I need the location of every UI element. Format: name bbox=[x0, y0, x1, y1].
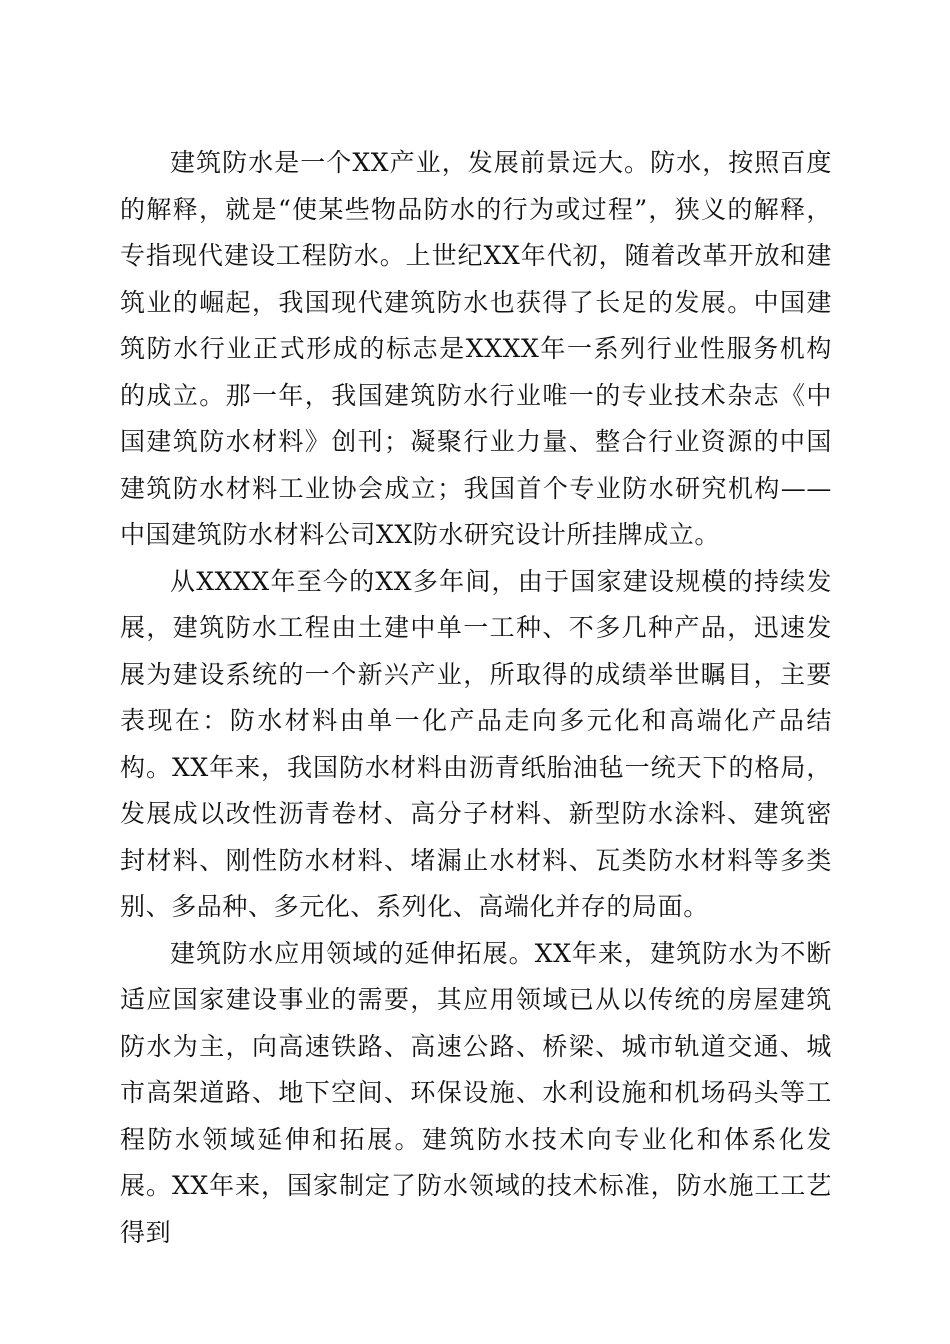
paragraph-2: 从XXXX年至今的XX多年间，由于国家建设规模的持续发展，建筑防水工程由土建中单一工种、不多几种产品，迅速发展为建设系统的一个新兴产业，所取得的成绩举世瞩目，主要表现在：防水材料由单一化产品走向多元化和高端化产品结构。XX年来，我国防水材料由沥青纸胎油毡一统天下的格局，发展成以改性沥青卷材、高分子材料、新型防水涂料、建筑密封材料、刚性防水材料、堵漏止水材料、瓦类防水材料等多类别、多品种、多元化、系列化、高端化并存的局面。 bbox=[120, 566, 832, 921]
paragraph-3: 建筑防水应用领域的延伸拓展。XX年来，建筑防水为不断适应国家建设事业的需要，其应用领域已从以传统的房屋建筑防水为主，向高速铁路、高速公路、桥梁、城市轨道交通、城市高架道路、地下空间、环保设施、水利设施和机场码头等工程防水领域延伸和拓展。建筑防水技术向专业化和体系化发展。XX年来，国家制定了防水领域的技术标准，防水施工工艺得到 bbox=[120, 938, 832, 1247]
document-body bbox=[120, 140, 832, 1256]
paragraph-1: 建筑防水是一个XX产业，发展前景远大。防水，按照百度的解释，就是“使某些物品防水的行为或过程”，狭义的解释，专指现代建设工程防水。上世纪XX年代初，随着改革开放和建筑业的崛起，我国现代建筑防水也获得了长足的发展。中国建筑防水行业正式形成的标志是XXXX年一系列行业性服务机构的成立。那一年，我国建筑防水行业唯一的专业技术杂志《中国建筑防水材料》创刊；凝聚行业力量、整合行业资源的中国建筑防水材料工业协会成立；我国首个专业防水研究机构——中国建筑防水材料公司XX防水研究设计所挂牌成立。 bbox=[120, 148, 832, 549]
